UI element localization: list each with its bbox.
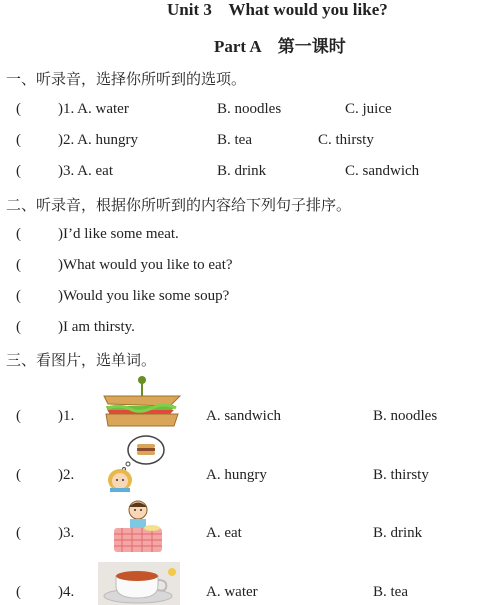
answer-paren[interactable]: (	[16, 584, 21, 600]
part-subtitle: Part A 第一课时	[214, 37, 346, 56]
answer-paren[interactable]: (	[16, 226, 21, 242]
answer-paren[interactable]: (	[16, 257, 21, 273]
option-a: A. water	[206, 584, 258, 600]
answer-paren[interactable]: (	[16, 467, 21, 483]
hungry-girl-picture	[104, 434, 166, 492]
option-a: A. eat	[206, 525, 242, 541]
option-b: B. drink	[373, 525, 423, 541]
item-number: )3.	[58, 525, 75, 541]
sandwich-picture	[100, 374, 185, 432]
option-a: A. sandwich	[206, 408, 281, 424]
answer-paren[interactable]: (	[16, 319, 21, 335]
item-number: )2.	[58, 467, 75, 483]
answer-paren[interactable]: (	[16, 408, 21, 424]
worksheet-title: Unit 3 What would you like?	[167, 0, 388, 19]
sentence-text: )I’d like some meat.	[58, 226, 179, 242]
section2-heading: 二、听录音，根据你所听到的内容给下列句子排序。	[6, 198, 352, 214]
option-b: B. tea	[373, 584, 408, 600]
option-b: B. noodles	[373, 408, 438, 424]
item-option-c: C. sandwich	[345, 163, 420, 179]
answer-paren[interactable]: (	[16, 525, 21, 541]
tea-cup-picture	[98, 562, 180, 605]
section1-heading: 一、听录音，选择你所听到的选项。	[6, 72, 247, 88]
sentence-text: )What would you like to eat?	[58, 257, 233, 273]
item-option-b: B. noodles	[217, 101, 282, 117]
boy-eating-picture	[112, 498, 164, 556]
section3-heading: 三、看图片，选单词。	[6, 353, 157, 369]
answer-paren[interactable]: (	[16, 132, 21, 148]
sentence-text: )Would you like some soup?	[58, 288, 230, 304]
option-b: B. thirsty	[373, 467, 429, 483]
item-number: )4.	[58, 584, 75, 600]
answer-paren[interactable]: (	[16, 101, 21, 117]
sentence-text: )I am thirsty.	[58, 319, 135, 335]
item-option-b: B. tea	[217, 132, 252, 148]
item-option-b: B. drink	[217, 163, 267, 179]
item-number: )1.	[58, 408, 75, 424]
item-option-c: C. thirsty	[318, 132, 374, 148]
item-option-a: )1. A. water	[58, 101, 129, 117]
option-a: A. hungry	[206, 467, 267, 483]
answer-paren[interactable]: (	[16, 163, 21, 179]
item-option-c: C. juice	[345, 101, 392, 117]
answer-paren[interactable]: (	[16, 288, 21, 304]
item-option-a: )3. A. eat	[58, 163, 113, 179]
item-option-a: )2. A. hungry	[58, 132, 138, 148]
